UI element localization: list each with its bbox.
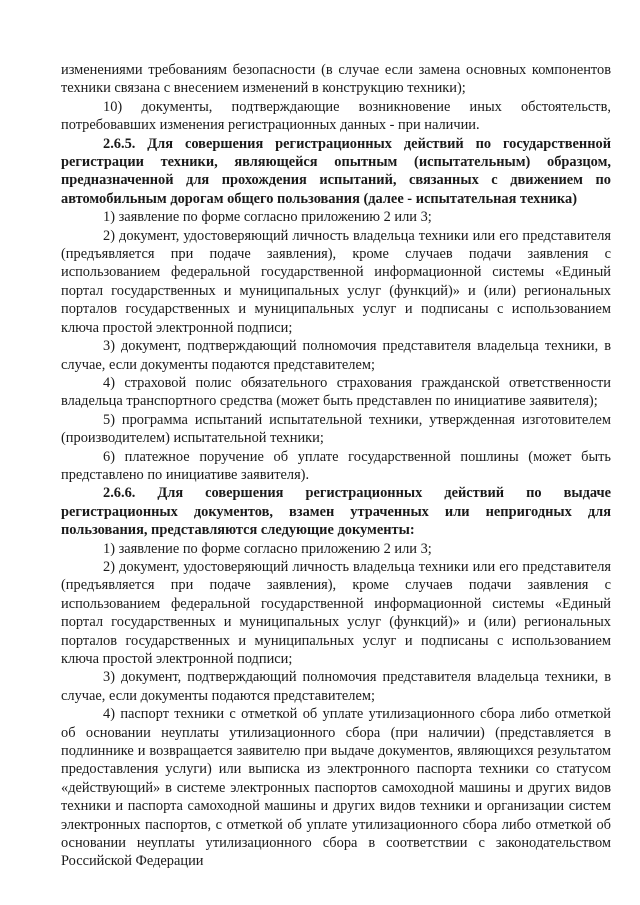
list-item-3: 3) документ, подтверждающий полномочия представителя владельца техники, в случае, если документы подаются представителем;	[61, 338, 611, 373]
list-item-6: 6) платежное поручение об уплате государственной пошлины (может быть представлено по инициативе заявителя).	[61, 448, 611, 483]
list-item-3: 3) документ, подтверждающий полномочия представителя владельца техники, в случае, если документы подаются представителем;	[61, 669, 611, 704]
section-heading-2-6-5: 2.6.5. Для совершения регистрационных действий по государственной регистрации техники, являющейся опытным (испытательным) образцом, предназначенной для прохождения испытаний, связанных с движением по автомобильным дорогам общего пользования (далее - испытательная техника)	[61, 135, 611, 207]
list-item-1: 1) заявление по форме согласно приложению 2 или 3;	[103, 209, 432, 226]
list-item-2: 2) документ, удостоверяющий личность владельца техники или его представителя (предъявляется при подаче заявления), кроме случаев подачи заявления с использованием федеральной государственной информационной системы «Единый портал государственных и муниципальных услуг (функций)» и (или) региональных порталов государственных и муниципальных услуг и подписаны с использованием ключа простой электронной подписи;	[61, 558, 611, 667]
list-item-1: 1) заявление по форме согласно приложению 2 или 3;	[103, 540, 432, 557]
list-item-10: 10) документы, подтверждающие возникновение иных обстоятельств, потребовавших изменения регистрационных данных - при наличии.	[61, 98, 611, 134]
paragraph-continuation: изменениями требованиям безопасности (в случае если замена основных компонентов техники связана с внесением изменений в конструкцию техники);	[61, 62, 611, 97]
list-item-4: 4) паспорт техники с отметкой об уплате утилизационного сбора либо отметкой об основании неуплаты утилизационного сбора (при наличии) (представляется в подлиннике и возвращается заявителю при выдаче документов, являющихся результатом предоставления услуги) или выписка из электронного паспорта техники со статусом «действующий» в системе электронных паспортов самоходной машины и других видов техники и паспорта самоходной машины и других видов техники и организации систем электронных паспортов, с отметкой об уплате утилизационного сбора либо отметкой об основании неуплаты утилизационного сбора в соответствии с законодательством Российской Федерации	[61, 706, 611, 870]
list-item-4: 4) страховой полис обязательного страхования гражданской ответственности владельца транспортного средства (может быть представлен по инициативе заявителя);	[61, 374, 611, 410]
document-page	[61, 61, 611, 871]
section-heading-2-6-6: 2.6.6. Для совершения регистрационных действий по выдаче регистрационных документов, взамен утраченных или непригодных для пользования, представляются следующие документы:	[61, 485, 611, 539]
list-item-5: 5) программа испытаний испытательной техники, утвержденная изготовителем (производителем) испытательной техники;	[61, 411, 611, 447]
list-item-2: 2) документ, удостоверяющий личность владельца техники или его представителя (предъявляется при подаче заявления), кроме случаев подачи заявления с использованием федеральной государственной информационной системы «Единый портал государственных и муниципальных услуг (функций)» и (или) региональных порталов государственных и муниципальных услуг и подписаны с использованием ключа простой электронной подписи;	[61, 227, 611, 336]
